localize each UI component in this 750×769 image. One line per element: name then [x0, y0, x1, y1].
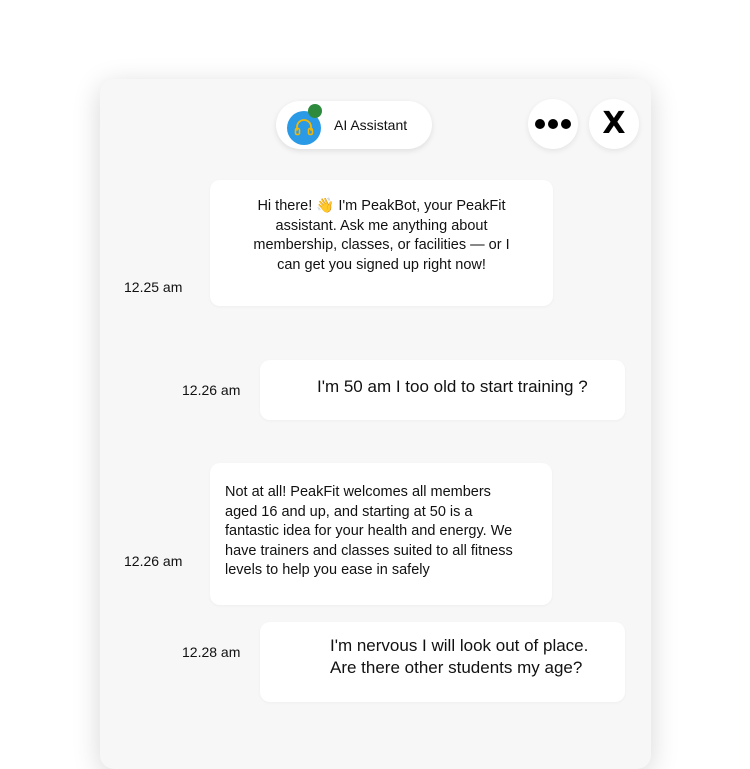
chat-window [100, 79, 651, 769]
assistant-header-pill[interactable] [276, 101, 432, 149]
message-timestamp: 12.25 am [124, 279, 183, 295]
headset-icon [292, 116, 316, 140]
more-dots-icon [535, 119, 571, 129]
user-message-bubble [260, 360, 625, 420]
online-status-dot [308, 104, 322, 118]
bot-message-bubble [210, 463, 552, 605]
message-timestamp: 12.26 am [124, 553, 183, 569]
message-text: Not at all! PeakFit welcomes all members aged 16 and up, and starting at 50 is a fantastic idea for your health and energy. We have trainers and classes suited to all fitness levels to help you ease in safely [225, 484, 513, 578]
message-text: I'm 50 am I too old to start training ? [317, 377, 588, 396]
message-timestamp: 12.28 am [182, 644, 241, 660]
message-text: I'm nervous I will look out of place. Are there other students my age? [330, 636, 589, 677]
close-button[interactable] [589, 99, 639, 149]
message-text: Hi there! 👋 I'm PeakBot, your PeakFit assistant. Ask me anything about membership, classes, or facilities — or I can get you signed up right now! [253, 198, 510, 273]
message-timestamp: 12.26 am [182, 382, 241, 398]
more-options-button[interactable] [528, 99, 578, 149]
user-message-bubble [260, 622, 625, 702]
close-icon: X [602, 106, 626, 141]
assistant-name: AI Assistant [334, 117, 408, 133]
bot-message-bubble [210, 180, 553, 306]
